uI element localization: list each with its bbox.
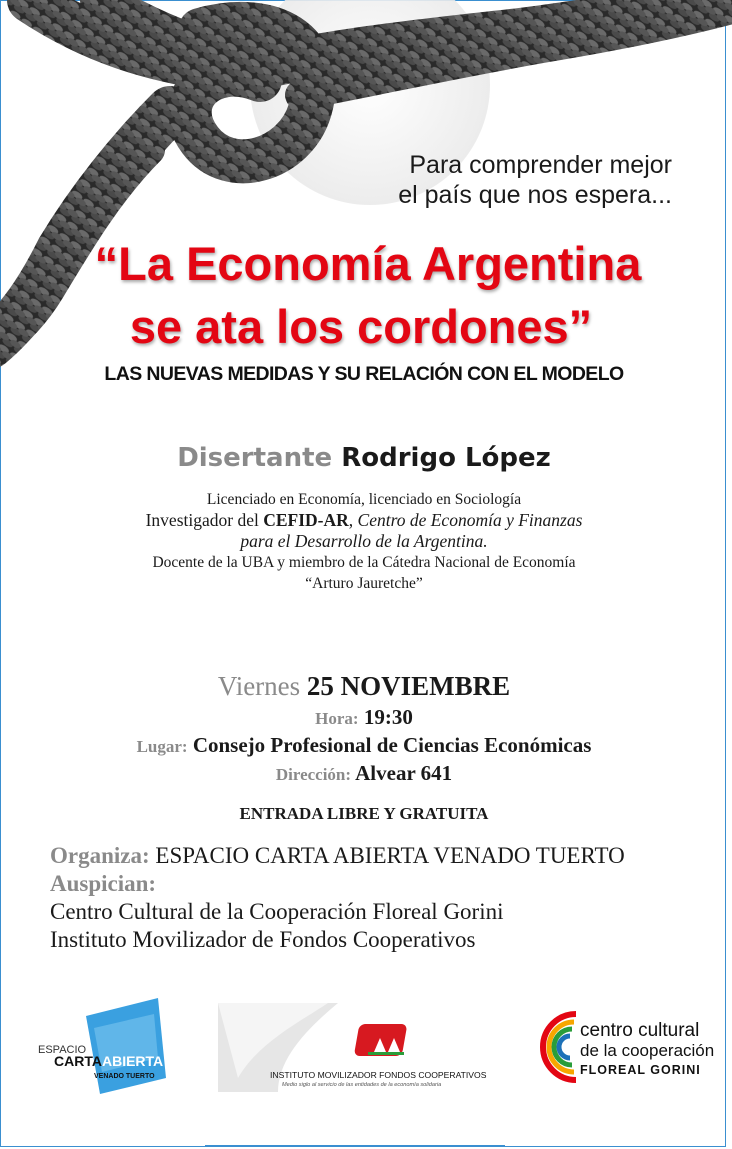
ccc-logo-line-1: centro cultural [580,1020,700,1041]
organizers [50,842,625,954]
bio-line-1: Licenciado en Economía, licenciado en Sociología [206,491,522,508]
organizer-label: Organiza: [50,843,150,868]
event-address-value: Alvear 641 [355,761,453,785]
sponsor-item: Centro Cultural de la Cooperación Floreal Gorini [50,899,504,924]
bio-line-2-sep: , [348,510,358,530]
event-time [0,704,728,732]
ccc-logo-line-2: de la cooperación [580,1041,715,1060]
tagline [398,150,672,210]
event-date [0,668,728,704]
imfc-logo-title: INSTITUTO MOVILIZADOR FONDOS COOPERATIVOS [270,1070,487,1080]
carta-logo-top: ESPACIO [38,1044,87,1056]
speaker-label: Disertante [177,443,333,473]
bio-line-2 [0,510,728,531]
speaker-heading [0,443,728,473]
event-place-value: Consejo Profesional de Ciencias Económicas [192,733,592,757]
event-time-value: 19:30 [363,705,413,729]
title-line-1: “La Economía Argentina [94,237,642,290]
bio-line-2-italic: Centro de Economía y Finanzas [357,510,583,530]
speaker-name: Rodrigo López [341,443,551,473]
bio-line-3-italic: para el Desarrollo de la Argentina. [240,531,488,551]
tagline-line-1: Para comprender mejor [409,151,672,179]
organizer-line [50,842,625,870]
bio-line-3 [0,531,728,552]
event-details [0,668,728,788]
centro-cultural-logo [540,1010,715,1084]
bio-line-5: “Arturo Jauretche” [305,575,423,592]
event-time-label: Hora: [315,709,359,728]
title-line-2: se ata los cordones” [129,300,593,353]
ccc-logo-line-3: FLOREAL GORINI [580,1063,701,1077]
tagline-line-2: el país que nos espera... [398,181,672,209]
bio-line-2-org: CEFID-AR [263,510,349,530]
event-place [0,732,728,760]
organizer-name: ESPACIO CARTA ABIERTA VENADO TUERTO [155,843,625,868]
imfc-logo-tagline: Medio siglo al servicio de las entidades de la economía solidaria [282,1082,442,1088]
bio-line-4: Docente de la UBA y miembro de la Cátedra Nacional de Economía [152,554,576,571]
carta-logo-bottom: VENADO TUERTO [94,1073,155,1080]
speaker-bio [0,489,728,594]
event-address [0,760,728,788]
event-place-label: Lugar: [136,737,188,756]
event-address-label: Dirección: [275,765,352,784]
bio-line-2-prefix: Investigador del [145,510,264,530]
carta-abierta-logo [36,998,176,1098]
entry-notice: ENTRADA LIBRE Y GRATUITA [239,804,489,823]
imfc-logo [218,998,508,1092]
carta-logo-main-1: CARTA [54,1053,102,1069]
bottom-divider [205,1145,505,1147]
event-date-value: 25 NOVIEMBRE [306,671,511,701]
event-day-label: Viernes [217,671,301,701]
svg-text:CARTAABIERTA [54,1053,163,1069]
carta-logo-main-2: ABIERTA [101,1053,164,1069]
subtitle: LAS NUEVAS MEDIDAS Y SU RELACIÓN CON EL MODELO [104,363,624,385]
sponsor-item: Instituto Movilizador de Fondos Cooperativos [50,927,476,952]
sponsors-label: Auspician: [50,871,157,896]
